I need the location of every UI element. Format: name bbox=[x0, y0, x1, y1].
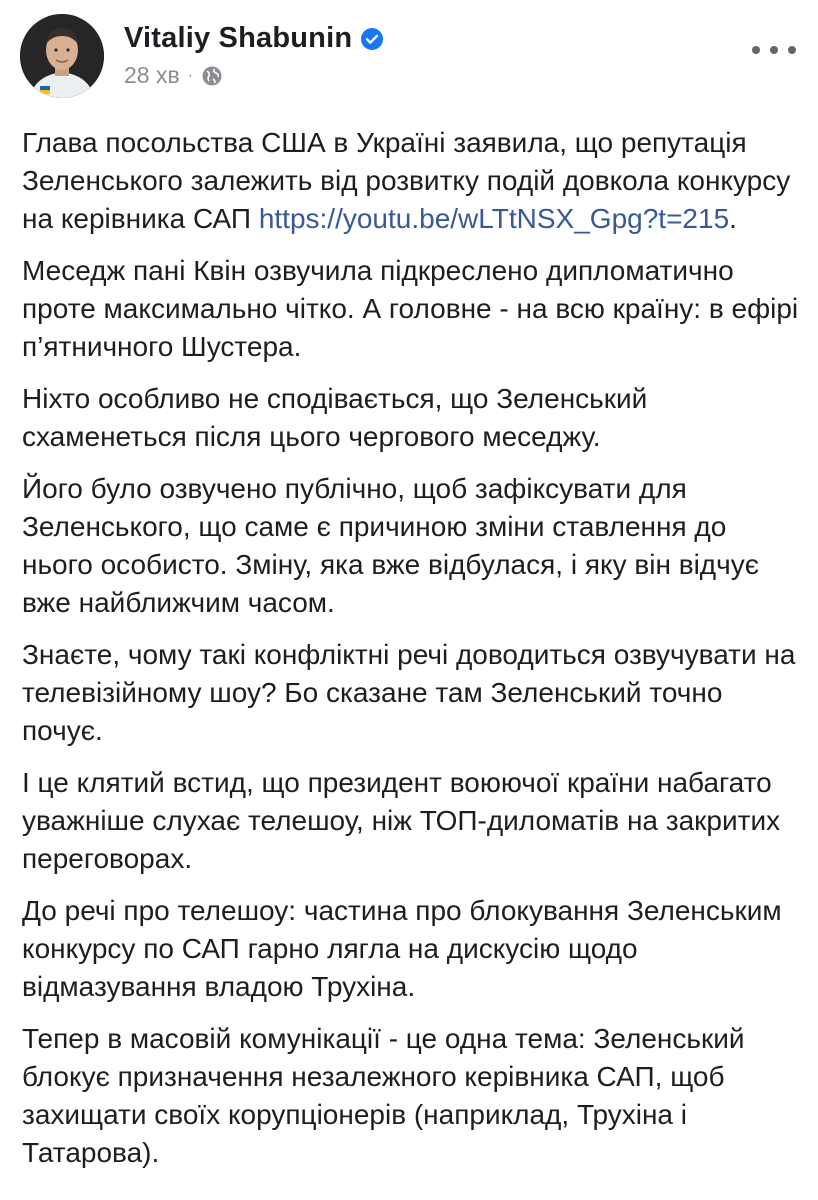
author-name[interactable]: Vitaliy Shabunin bbox=[124, 22, 353, 54]
avatar-photo bbox=[20, 14, 104, 98]
post-paragraph: До речі про телешоу: частина про блокування Зеленським конкурсу по САП гарно лягла на дискусію щодо відмазування владою Трухіна. bbox=[22, 895, 782, 1002]
meta-separator: · bbox=[187, 66, 194, 84]
post-body bbox=[22, 124, 802, 1186]
avatar[interactable] bbox=[20, 14, 104, 98]
post-paragraph bbox=[22, 124, 802, 238]
globe-icon[interactable] bbox=[201, 65, 223, 87]
author-line bbox=[124, 22, 384, 55]
more-dot-icon bbox=[788, 46, 796, 54]
post-meta bbox=[124, 62, 223, 89]
youtube-link[interactable]: https://youtu.be/wLTtNSX_Gpg?t=215 bbox=[258, 203, 730, 234]
post-paragraph: Ніхто особливо не сподівається, що Зеленський схаменеться після цього чергового меседжу. bbox=[22, 383, 648, 452]
more-dot-icon bbox=[752, 46, 760, 54]
paragraph-text: Глава посольства США в Україні заявила, що репутація Зеленського залежить від розвитку подій довкола конкурсу на керівника САП bbox=[22, 127, 791, 234]
verified-badge-icon bbox=[360, 27, 384, 51]
post-timestamp[interactable]: 28 хв bbox=[124, 62, 180, 88]
post-paragraph: Меседж пані Квін озвучила підкреслено дипломатично проте максимально чітко. А головне - на всю країну: в ефірі п’ятничного Шустера. bbox=[22, 255, 799, 362]
link-suffix: . bbox=[729, 203, 737, 234]
post-paragraph: Тепер в масовій комунікації - це одна тема: Зеленський блокує призначення незалежного керівника САП, щоб захищати своїх корупціонерів (наприклад, Трухіна і Татарова). bbox=[22, 1023, 745, 1168]
more-dot-icon bbox=[770, 46, 778, 54]
more-options-icon[interactable] bbox=[752, 38, 796, 62]
post-header bbox=[20, 14, 798, 98]
post-paragraph: Його було озвучено публічно, щоб зафіксувати для Зеленського, що саме є причиною зміни ставлення до нього особисто. Зміну, яка вже відбулася, і яку він відчує вже найближчим часом. bbox=[22, 473, 759, 618]
post-paragraph: Знаєте, чому такі конфліктні речі доводиться озвучувати на телевізійному шоу? Бо сказане там Зеленський точно почує. bbox=[22, 639, 796, 746]
post-paragraph: І це клятий встид, що президент воюючої країни набагато уважніше слухає телешоу, ніж ТОП-диломатів на закритих переговорах. bbox=[22, 767, 781, 874]
